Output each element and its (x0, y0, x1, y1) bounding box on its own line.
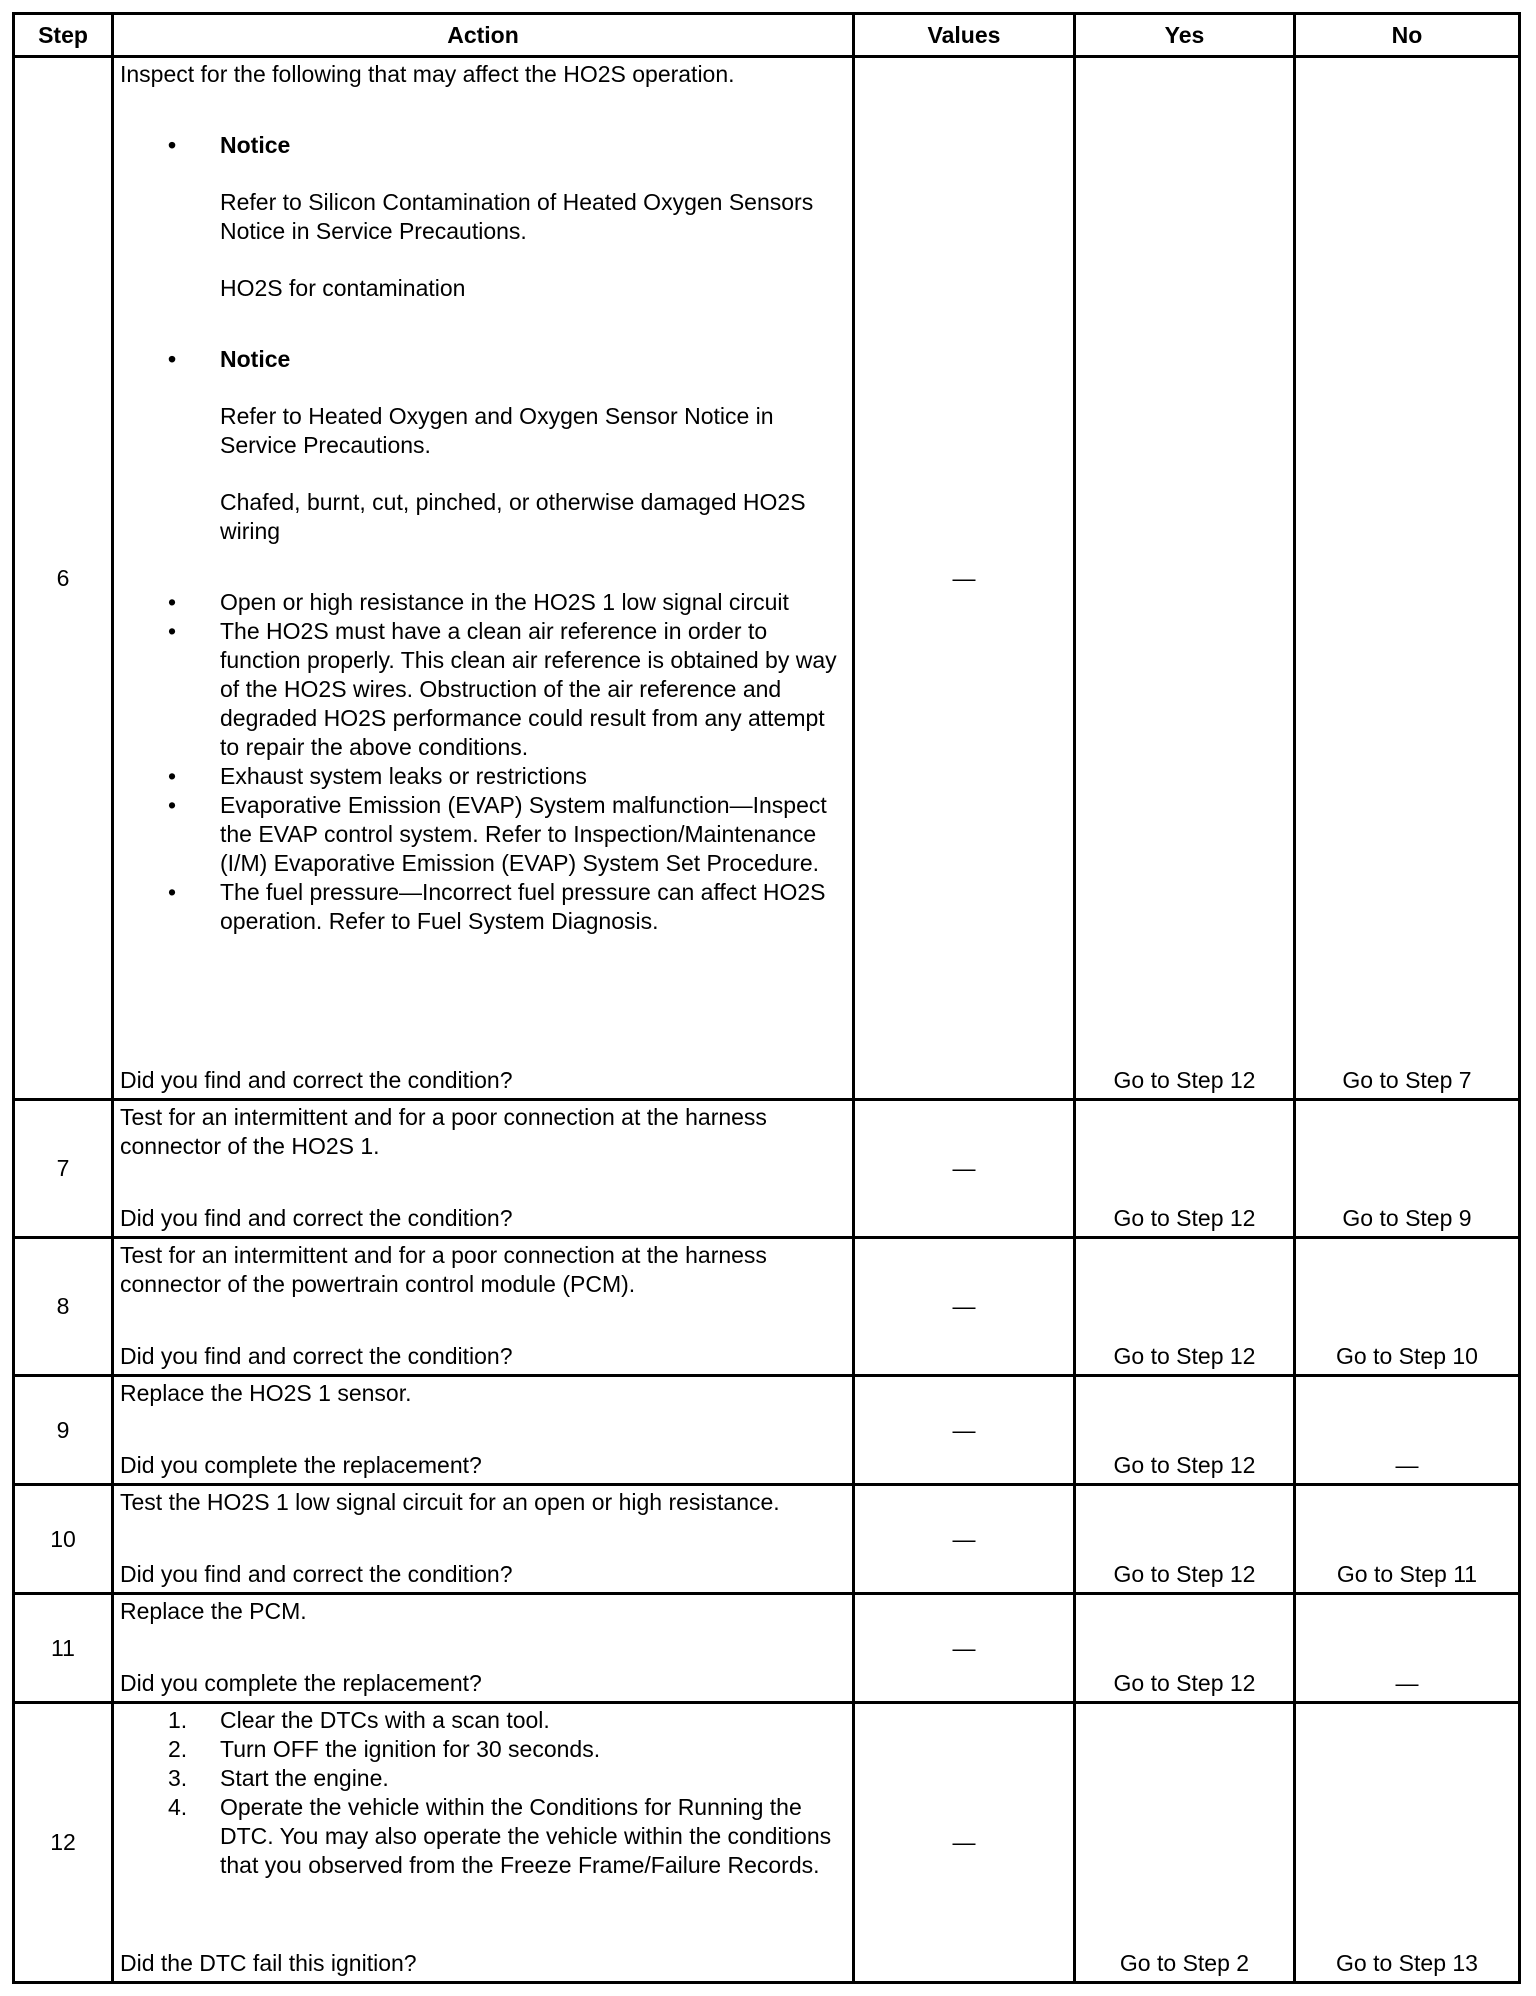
list-text: Clear the DTCs with a scan tool. (220, 1707, 550, 1733)
action-cell (113, 1594, 854, 1703)
values-cell: — (854, 1100, 1075, 1238)
action-cell (113, 1376, 854, 1485)
values-cell: — (854, 1485, 1075, 1594)
list-number: 3. (168, 1765, 188, 1791)
table-row-step-10 (14, 1485, 1520, 1594)
header-step: Step (14, 14, 113, 57)
action-text: Test for an intermittent and for a poor connection at the harness connector of the powertrain control module (PCM). (120, 1242, 767, 1297)
action-question: Did the DTC fail this ignition? (120, 1950, 417, 1976)
action-question: Did you find and correct the condition? (120, 1343, 513, 1369)
step-number: 8 (14, 1238, 113, 1376)
yes-cell: Go to Step 12 (1075, 1238, 1295, 1376)
list-item (120, 1735, 846, 1764)
table-row-step-8 (14, 1238, 1520, 1376)
action-question: Did you find and correct the condition? (120, 1205, 513, 1231)
yes-cell: Go to Step 12 (1075, 1485, 1295, 1594)
list-item: • Evaporative Emission (EVAP) System malfunction—Inspect the EVAP control system. Refer to Inspection/Maintenance (I/M) Evaporative Emission (EVAP) System Set Procedure. (120, 791, 846, 878)
action-question: Did you find and correct the condition? (120, 1067, 513, 1093)
notice-text: Refer to Silicon Contamination of Heated Oxygen Sensors Notice in Service Precautions. (220, 189, 814, 244)
step-number: 7 (14, 1100, 113, 1238)
yes-cell: Go to Step 12 (1075, 1100, 1295, 1238)
step-number: 9 (14, 1376, 113, 1485)
list-number: 2. (168, 1736, 188, 1762)
header-action: Action (113, 14, 854, 57)
list-item: • Open or high resistance in the HO2S 1 low signal circuit (120, 588, 846, 617)
action-cell (113, 57, 854, 1100)
list-number: 1. (168, 1707, 188, 1733)
notice-list (120, 345, 846, 374)
no-cell: Go to Step 10 (1295, 1238, 1520, 1376)
header-no: No (1295, 14, 1520, 57)
notice-item: Chafed, burnt, cut, pinched, or otherwise damaged HO2S wiring (220, 489, 806, 544)
no-cell: — (1295, 1376, 1520, 1485)
yes-cell: Go to Step 12 (1075, 1376, 1295, 1485)
action-question: Did you complete the replacement? (120, 1670, 482, 1696)
table-row-step-6 (14, 57, 1520, 1100)
step-number: 11 (14, 1594, 113, 1703)
values-cell: — (854, 1376, 1075, 1485)
action-question: Did you complete the replacement? (120, 1452, 482, 1478)
action-text: Replace the PCM. (120, 1598, 307, 1624)
step-number: 12 (14, 1703, 113, 1983)
table-row-step-7 (14, 1100, 1520, 1238)
yes-cell: Go to Step 12 (1075, 57, 1295, 1100)
action-cell (113, 1703, 854, 1983)
action-intro: Inspect for the following that may affect the HO2S operation. (120, 61, 735, 87)
notice-list (120, 131, 846, 160)
list-number: 4. (168, 1794, 188, 1820)
action-cell (113, 1100, 854, 1238)
header-row (14, 14, 1520, 57)
action-cell (113, 1485, 854, 1594)
diagnostic-table (12, 12, 1521, 1984)
notice-text: Refer to Heated Oxygen and Oxygen Sensor Notice in Service Precautions. (220, 403, 774, 458)
list-item (120, 1706, 846, 1735)
yes-cell: Go to Step 2 (1075, 1703, 1295, 1983)
yes-cell: Go to Step 12 (1075, 1594, 1295, 1703)
list-item: • The fuel pressure—Incorrect fuel pressure can affect HO2S operation. Refer to Fuel System Diagnosis. (120, 878, 846, 936)
list-item: • Exhaust system leaks or restrictions (120, 762, 846, 791)
no-cell: Go to Step 9 (1295, 1100, 1520, 1238)
action-text: Test for an intermittent and for a poor connection at the harness connector of the HO2S 1. (120, 1104, 767, 1159)
notice-heading: • Notice (120, 131, 846, 160)
header-values: Values (854, 14, 1075, 57)
step-number: 10 (14, 1485, 113, 1594)
procedure-list (120, 1706, 846, 1880)
list-text: Start the engine. (220, 1765, 389, 1791)
no-cell: Go to Step 11 (1295, 1485, 1520, 1594)
list-item: • The HO2S must have a clean air reference in order to function properly. This clean air reference is obtained by way of the HO2S wires. Obstruction of the air reference and degraded HO2S performance could result from any attempt to repair the above conditions. (120, 617, 846, 762)
no-cell: Go to Step 13 (1295, 1703, 1520, 1983)
table-row-step-12 (14, 1703, 1520, 1983)
no-cell: Go to Step 7 (1295, 57, 1520, 1100)
action-question: Did you find and correct the condition? (120, 1561, 513, 1587)
no-cell: — (1295, 1594, 1520, 1703)
list-text: Turn OFF the ignition for 30 seconds. (220, 1736, 601, 1762)
list-text: Operate the vehicle within the Conditions for Running the DTC. You may also operate the vehicle within the conditions that you observed from the Freeze Frame/Failure Records. (220, 1794, 832, 1878)
list-item (120, 1764, 846, 1793)
values-cell: — (854, 1703, 1075, 1983)
header-yes: Yes (1075, 14, 1295, 57)
action-text: Test the HO2S 1 low signal circuit for an open or high resistance. (120, 1489, 780, 1515)
notice-heading: • Notice (120, 345, 846, 374)
list-item (120, 1793, 846, 1880)
step-number: 6 (14, 57, 113, 1100)
inspection-bullet-list (120, 588, 846, 936)
values-cell: — (854, 1594, 1075, 1703)
values-cell: — (854, 1238, 1075, 1376)
table-row-step-11 (14, 1594, 1520, 1703)
action-cell (113, 1238, 854, 1376)
notice-item: HO2S for contamination (220, 275, 466, 301)
action-text: Replace the HO2S 1 sensor. (120, 1380, 412, 1406)
table-row-step-9 (14, 1376, 1520, 1485)
values-cell: — (854, 57, 1075, 1100)
